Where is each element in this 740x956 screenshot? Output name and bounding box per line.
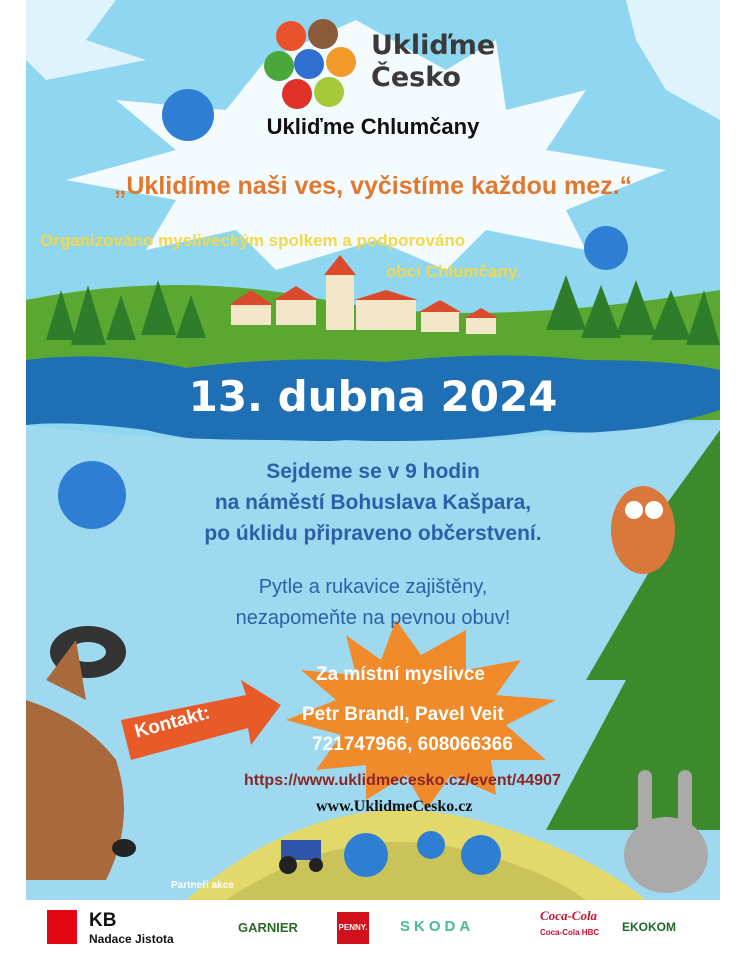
- skoda-logo: SKODA: [400, 918, 475, 935]
- organizer-line-1: Organizováno mysliveckým spolkem a podporováno: [40, 231, 466, 250]
- meeting-line-3: po úklidu připraveno občerstvení.: [204, 522, 542, 545]
- meeting-info: [26, 456, 720, 549]
- meeting-line-2: na náměstí Bohuslava Kašpara,: [214, 491, 532, 514]
- contact-label: Kontakt:: [132, 702, 213, 743]
- supplies-info: [26, 572, 720, 634]
- sponsor-strip: [0, 900, 740, 956]
- website-link[interactable]: www.UklidmeCesko.cz: [316, 798, 473, 815]
- kb-sub-text: Nadace Jistota: [89, 932, 174, 946]
- event-title: Ukliďme Chlumčany: [266, 114, 480, 139]
- cocacola-text: Coca-Cola: [540, 908, 598, 923]
- garnier-logo: GARNIER: [238, 920, 298, 935]
- meeting-line-1: Sejdeme se v 9 hodin: [266, 460, 480, 483]
- kb-text: KB: [89, 910, 117, 931]
- partners-label: Partneři akce: [171, 880, 234, 891]
- event-url-link[interactable]: https://www.uklidmecesko.cz/event/44907: [244, 772, 561, 789]
- contact-phones: 721747966, 608066366: [312, 734, 513, 755]
- supplies-line-2: nezapomeňte na pevnou obuv!: [235, 607, 511, 629]
- ekokom-logo: EKOKOM: [622, 920, 676, 934]
- cocacola-logo: [540, 908, 599, 937]
- organizer-line-2: obcí Chlumčany.: [386, 262, 521, 281]
- logo-line-2: Česko: [371, 62, 461, 93]
- uklidme-cesko-logo-icon: [261, 18, 361, 110]
- penny-logo: PENNY.: [337, 912, 369, 944]
- poster: [26, 0, 720, 900]
- motto: „Uklidíme naši ves, vyčistíme každou mez.“: [113, 172, 633, 200]
- cocacola-hbc-text: Coca-Cola HBC: [540, 928, 600, 937]
- supplies-line-1: Pytle a rukavice zajištěny,: [258, 576, 488, 598]
- logo-line-1: Ukliďme: [371, 30, 496, 61]
- contact-names: Petr Brandl, Pavel Veit: [302, 704, 504, 725]
- event-date: 13. dubna 2024: [188, 372, 558, 421]
- contact-heading: Za místní myslivce: [316, 664, 485, 685]
- logo-wordmark: [371, 30, 495, 94]
